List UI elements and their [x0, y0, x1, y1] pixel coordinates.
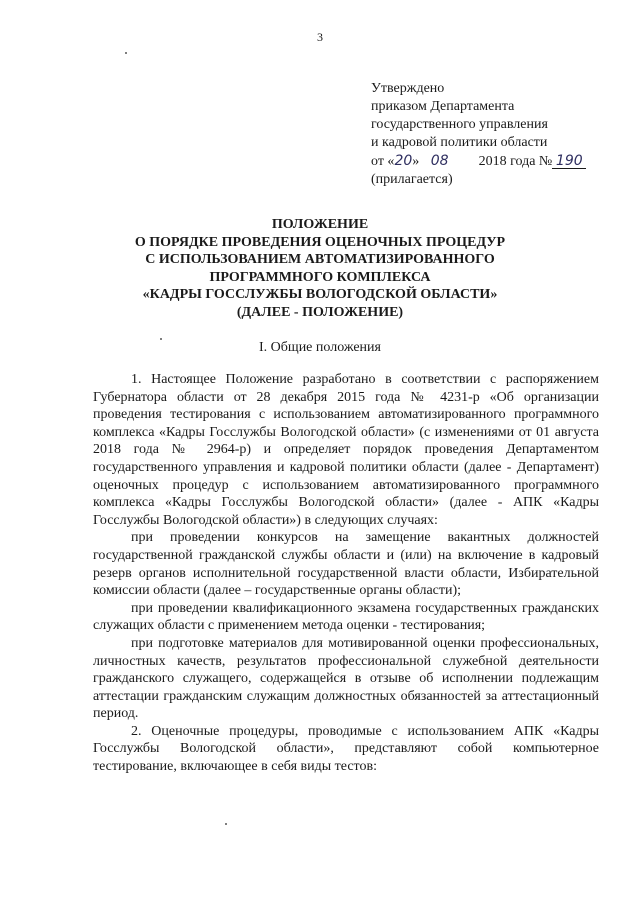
document-title: [0, 216, 640, 321]
title-line-2: О ПОРЯДКЕ ПРОВЕДЕНИЯ ОЦЕНОЧНЫХ ПРОЦЕДУР: [134, 234, 506, 250]
title-line-5: «КАДРЫ ГОССЛУЖБЫ ВОЛОГОДСКОЙ ОБЛАСТИ»: [142, 287, 498, 302]
approval-date-year: 2018 года №: [478, 154, 553, 169]
title-line-4: ПРОГРАММНОГО КОМПЛЕКСА: [209, 269, 431, 285]
approval-line-policy: и кадровой политики области: [371, 135, 548, 150]
scan-speck: [225, 823, 227, 825]
title-line-6: (ДАЛЕЕ - ПОЛОЖЕНИЕ): [236, 304, 404, 320]
scan-speck: [160, 338, 162, 340]
approval-date-day-close: »: [412, 154, 420, 169]
approval-date-day: 20: [394, 153, 413, 169]
paragraph-1: 1. Настоящее Положение разработано в соответствии с распоряжением Губернатора области от 28 декабря 2015 года № 4231-р «Об организации проведения тестирования с использованием автоматизированного программного комплекса «Кадры Госслужбы Вологодской области» (с изменениями от 01 августа 2018 года № 2964-р) и определяет порядок проведения Департаментом государственного управления и кадровой политики области (далее - Департамент) оценочных процедур с использованием автоматизированного программного комплекса «Кадры Госслужбы Вологодской области» (далее - АПК «Кадры Госслужбы Вологодской области») в следующих случаях:: [93, 372, 599, 528]
paragraph-5: 2. Оценочные процедуры, проводимые с использованием АПК «Кадры Госслужбы Вологодской области», представляют собой компьютерное тестирование, включающее в себя виды тестов:: [93, 723, 599, 775]
approval-order-number: 190: [552, 154, 586, 169]
title-line-3: С ИСПОЛЬЗОВАНИЕМ АВТОМАТИЗИРОВАННОГО: [145, 252, 495, 267]
approval-line-order: приказом Департамента: [371, 99, 515, 114]
approval-line-department: государственного управления: [371, 117, 548, 132]
paragraph-2: при проведении конкурсов на замещение вакантных должностей государственной гражданской службы области и (или) на включение в кадровый резерв органов исполнительной государственной власти области, Избирательной комиссии области (далее – государственные органы области);: [93, 530, 599, 599]
approval-line-attached: (прилагается): [371, 172, 453, 187]
page-number: 3: [317, 30, 323, 44]
scan-speck: [125, 52, 127, 54]
approval-date-prefix: от «: [371, 154, 395, 169]
paragraph-3: при проведении квалификационного экзамена государственных гражданских служащих области с применением метода оценки - тестирования;: [93, 600, 599, 634]
approval-date-line: [371, 152, 586, 171]
document-body: [93, 371, 599, 776]
paragraph-4: при подготовке материалов для мотивированной оценки профессиональных, личностных качеств, результатов профессиональной служебной деятельности гражданского служащего, содержащейся в отзыве об исполнении подлежащим аттестации гражданским служащим должностных обязанностей за аттестационный период.: [93, 635, 599, 722]
approval-line-approved: Утверждено: [371, 81, 445, 96]
section-heading: I. Общие положения: [259, 340, 381, 355]
approval-block: [371, 80, 586, 189]
title-line-1: ПОЛОЖЕНИЕ: [271, 217, 369, 232]
approval-date-month: 08: [430, 153, 449, 169]
